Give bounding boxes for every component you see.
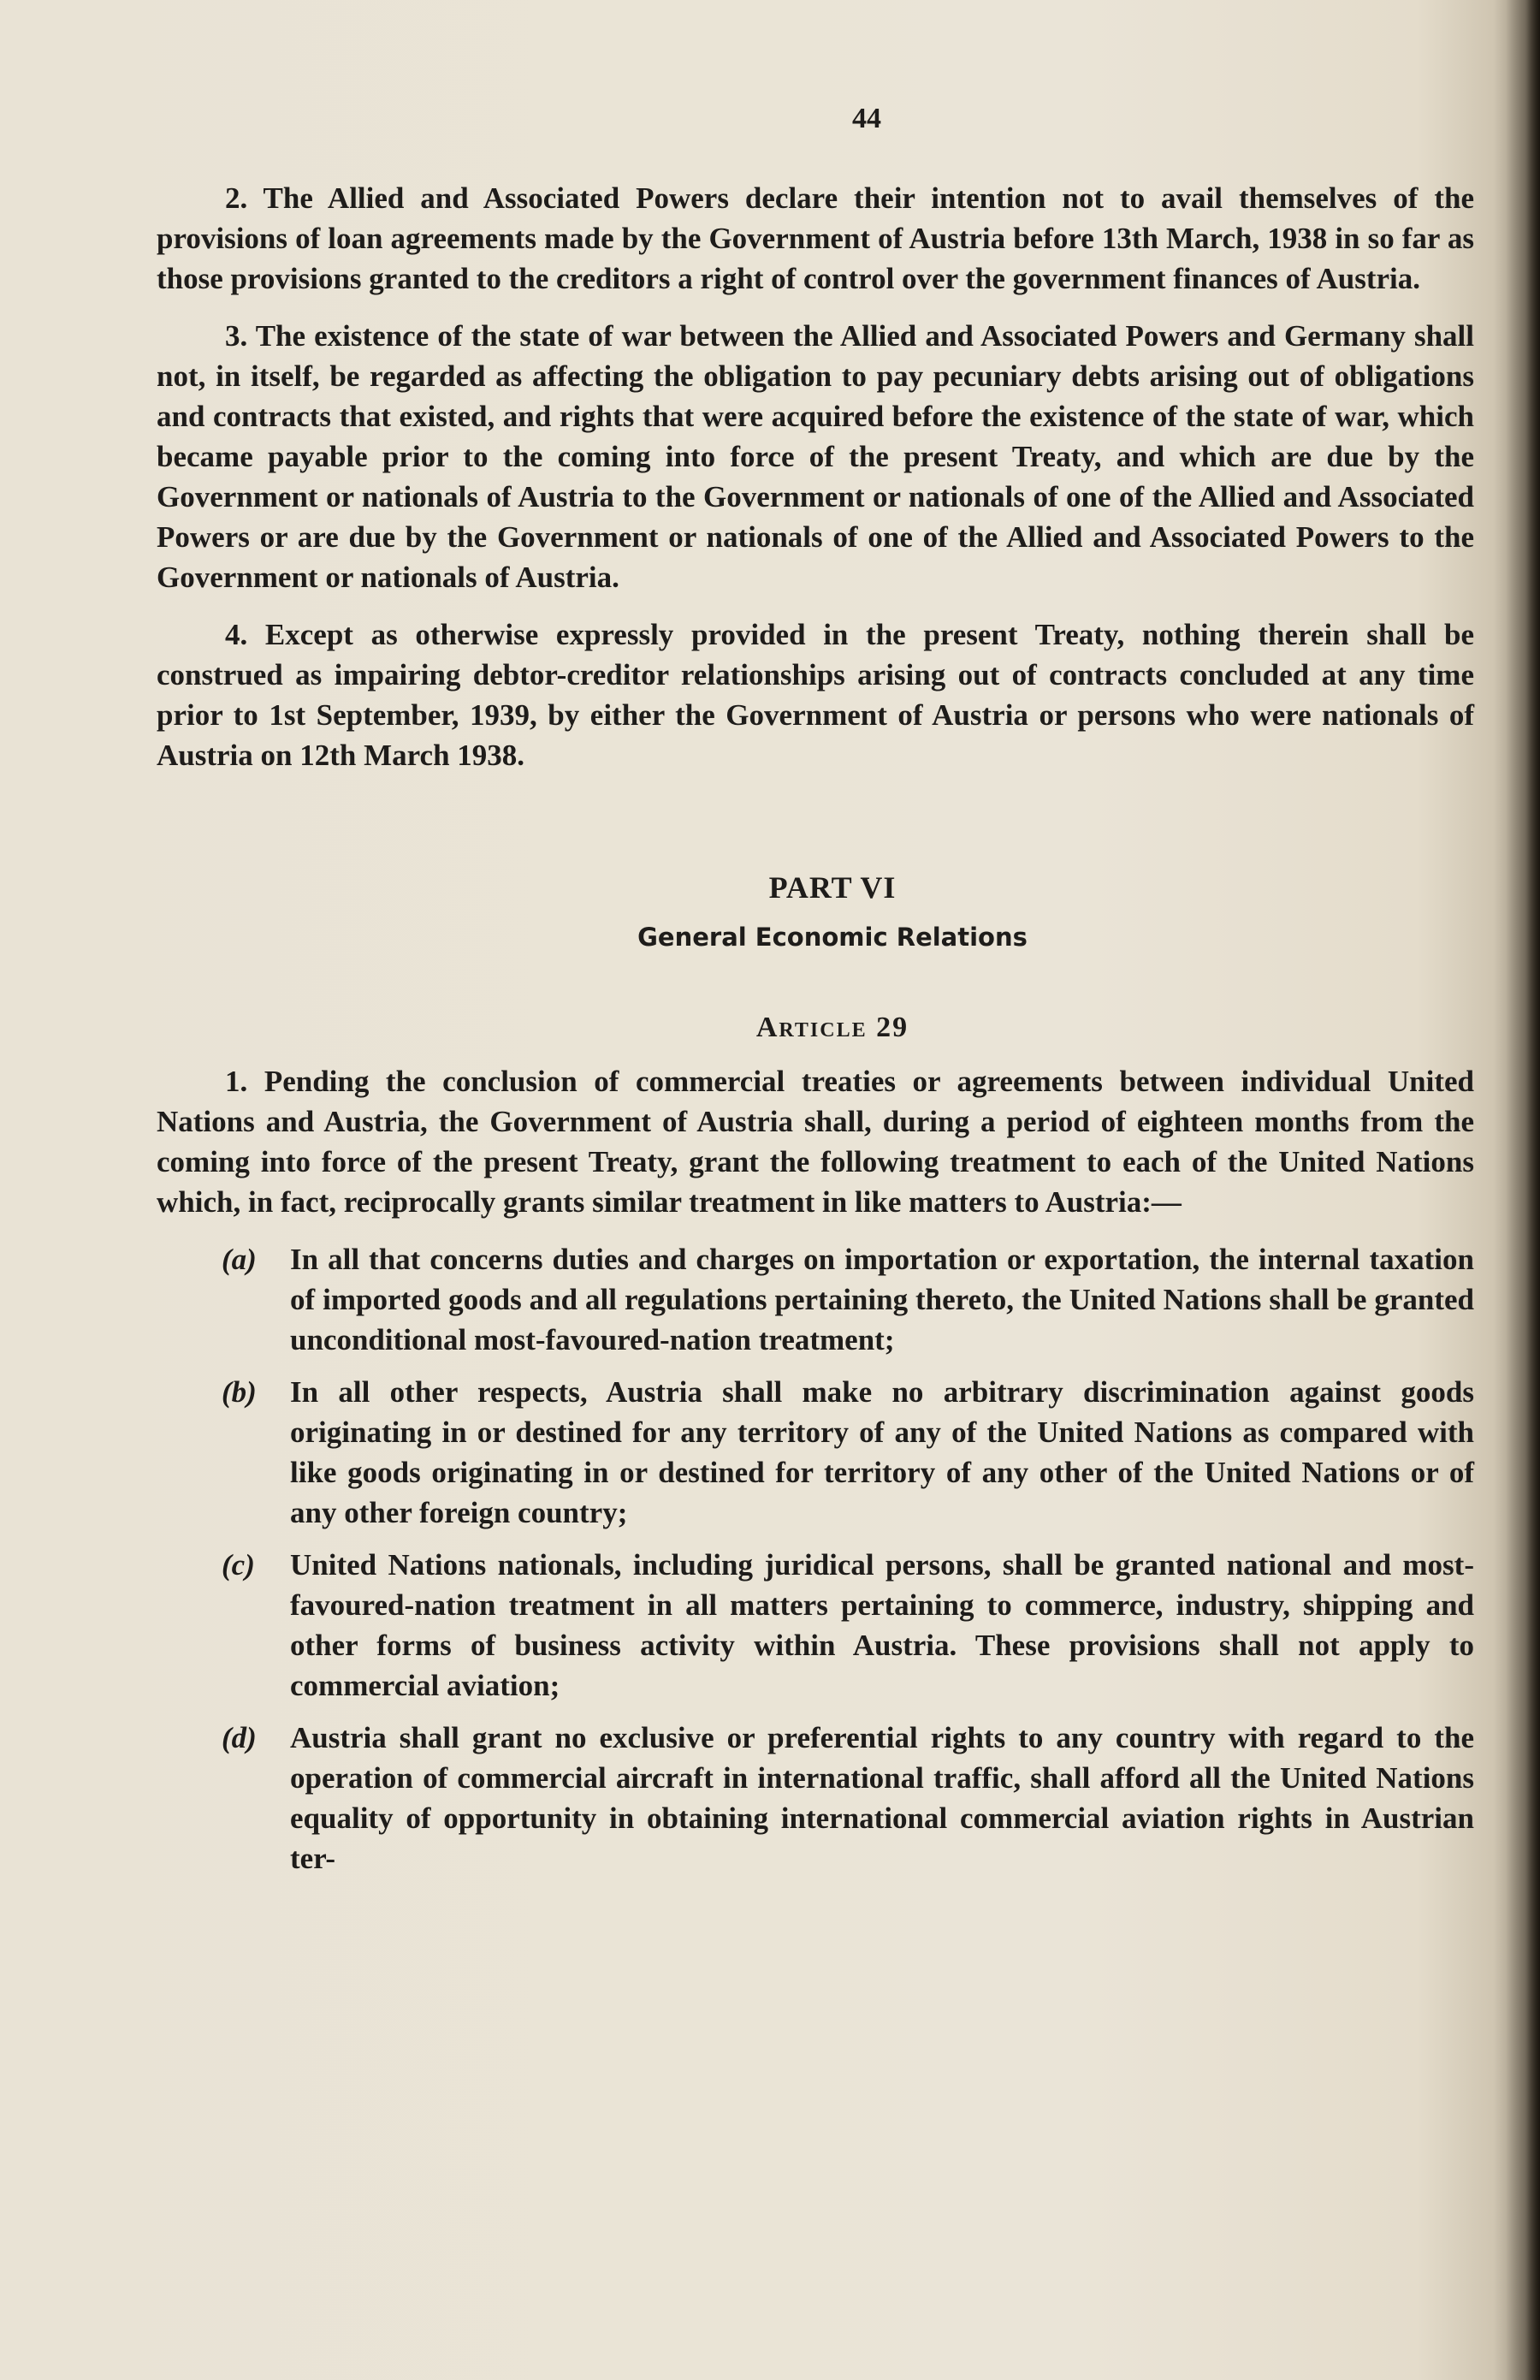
article-item-d — [157, 1718, 1474, 1878]
item-text: In all other respects, Austria shall make no arbitrary discrimination against goods originating in or destined for any territory of any of the United Nations as compared with like goods originating in or destined for territory of any other of the United Nations or of any other foreign country; — [290, 1375, 1474, 1529]
item-letter: (c) — [222, 1548, 255, 1582]
item-text: In all that concerns duties and charges on importation or exportation, the internal taxation of imported goods and all regulations pertaining thereto, the United Nations shall be granted unconditional most-favoured-nation treatment; — [290, 1243, 1474, 1356]
item-letter: (d) — [222, 1721, 257, 1754]
binding-shadow — [1506, 0, 1540, 2380]
article-item-a — [157, 1239, 1474, 1360]
article-heading: Article 29 — [755, 1012, 909, 1043]
item-text: United Nations nationals, including juridical persons, shall be granted national and most-favoured-nation treatment in all matters pertaining to commerce, industry, shipping and other forms of business activity within Austria. These provisions shall not apply to commercial aviation; — [290, 1548, 1474, 1702]
page-content — [157, 103, 1474, 1890]
item-text: Austria shall grant no exclusive or preferential rights to any country with regard to the operation of commercial aircraft in international traffic, shall afford all the United Nations equality of opportunity in obtaining international commercial aviation rights in Austrian ter- — [290, 1721, 1474, 1875]
part-subheading: General Economic Relations — [637, 923, 1028, 952]
article-item-c — [157, 1545, 1474, 1706]
paragraph-3: 3. The existence of the state of war between the Allied and Associated Powers and Germany shall not, in itself, be regarded as affecting the obligation to pay pecuniary debts arising out of obligations and contracts that existed, and rights that were acquired before the existence of the state of war, which became payable prior to the coming into force of the present Treaty, and which are due by the Government or nationals of Austria to the Government or nationals of one of the Allied and Associated Powers or are due by the Government or nationals of one of the Allied and Associated Powers to the Government or nationals of Austria. — [157, 319, 1474, 594]
paragraph-4: 4. Except as otherwise expressly provided in the present Treaty, nothing therein shall be construed as impairing debtor-creditor relationships arising out of contracts concluded at any time prior to 1st September, 1939, by either the Government of Austria or persons who were nationals of Austria on 12th March 1938. — [157, 618, 1474, 772]
article-intro: 1. Pending the conclusion of commercial treaties or agreements between individual United Nations and Austria, the Government of Austria shall, during a period of eighteen months from the coming into force of the present Treaty, grant the following treatment to each of the United Nations which, in fact, reciprocally grants similar treatment in like matters to Austria:— — [157, 1065, 1474, 1219]
part-heading: PART VI — [768, 870, 897, 905]
paragraph-2: 2. The Allied and Associated Powers declare their intention not to avail themselves of the provisions of loan agreements made by the Government of Austria before 13th March, 1938 in so far as those provisions granted to the creditors a right of control over the government finances of Austria. — [157, 181, 1474, 295]
item-letter: (a) — [222, 1243, 257, 1276]
page-number: 44 — [852, 103, 881, 134]
item-letter: (b) — [222, 1375, 257, 1409]
article-item-b — [157, 1372, 1474, 1533]
